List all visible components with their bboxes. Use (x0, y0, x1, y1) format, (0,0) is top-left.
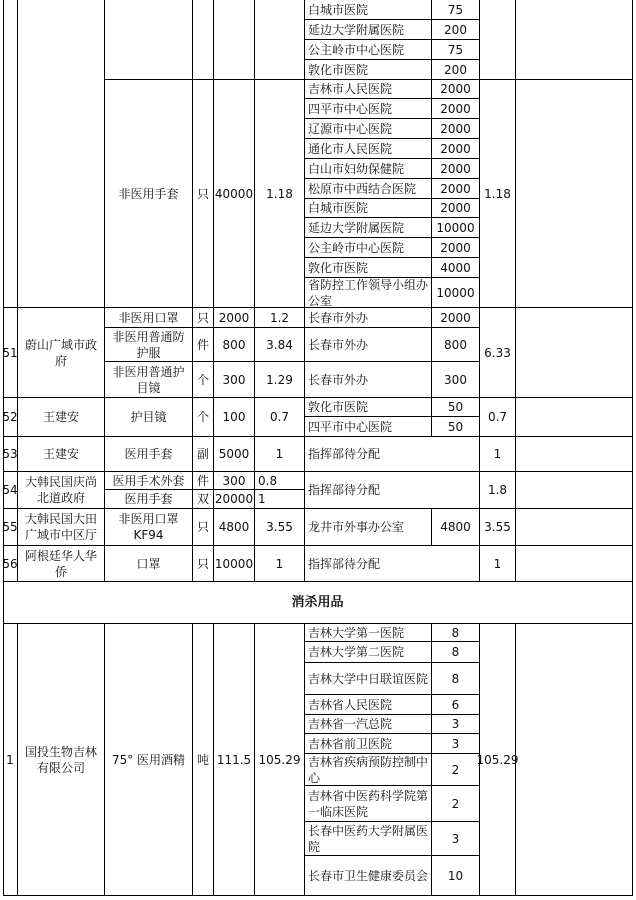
unit: 副 (193, 437, 214, 472)
recipient-name: 白城市医院 (305, 0, 432, 20)
recipient-qty: 2000 (432, 238, 480, 258)
recipient-name: 白山市妇幼保健院 (305, 159, 432, 179)
item-name: 非医用手套 (105, 80, 193, 308)
recipient-qty: 2000 (432, 80, 480, 99)
recipient-qty: 200 (432, 20, 480, 40)
recipient-qty: 4000 (432, 258, 480, 278)
item-name: 非医用口罩 (105, 308, 193, 328)
recipient-name: 四平市中心医院 (305, 99, 432, 119)
remark-cell-blank (516, 398, 633, 437)
row-index: 1 (3, 624, 18, 896)
row-index: 52 (3, 398, 18, 437)
recipient-name: 吉林市人民医院 (305, 80, 432, 99)
total: 1.18 (480, 80, 516, 308)
recipient-name: 长春市卫生健康委员会 (305, 856, 432, 896)
value: 3.55 (255, 509, 305, 546)
recipient-qty: 2000 (432, 119, 480, 139)
count: 800 (214, 328, 255, 362)
recipient-qty: 2000 (432, 179, 480, 199)
recipient-qty: 10 (432, 856, 480, 896)
recipient-name: 省防控工作领导小组办公室 (305, 278, 432, 308)
donor-name: 大韩民国庆尚北道政府 (18, 472, 105, 509)
total: 6.33 (480, 308, 516, 398)
recipient-qty: 200 (432, 60, 480, 80)
recipient-qty: 800 (432, 328, 480, 362)
count: 100 (214, 398, 255, 437)
recipient-name: 延边大学附属医院 (305, 20, 432, 40)
unit: 个 (193, 362, 214, 398)
recipient-name: 延边大学附属医院 (305, 218, 432, 238)
unit: 件 (193, 472, 214, 490)
recipient-qty: 75 (432, 0, 480, 20)
recipient-qty: 50 (432, 398, 480, 417)
unit: 件 (193, 328, 214, 362)
total: 1 (480, 546, 516, 582)
recipient-name: 白城市医院 (305, 199, 432, 218)
recipient-qty: 3 (432, 822, 480, 856)
row-index: 53 (3, 437, 18, 472)
count-cell-blank (214, 0, 255, 80)
recipient-name: 公主岭市中心医院 (305, 238, 432, 258)
item-name: 非医用口罩KF94 (105, 509, 193, 546)
value: 3.84 (255, 328, 305, 362)
remark-cell-blank (516, 0, 633, 80)
recipient-qty: 10000 (432, 278, 480, 308)
donor-name: 国投生物吉林有限公司 (18, 624, 105, 896)
recipient-name: 吉林省一汽总院 (305, 715, 432, 734)
count: 300 (214, 362, 255, 398)
value: 0.7 (255, 398, 305, 437)
recipient-qty: 2000 (432, 159, 480, 179)
item-name: 非医用普通防护服 (105, 328, 193, 362)
recipient-name: 辽源市中心医院 (305, 119, 432, 139)
recipient-name: 吉林省人民医院 (305, 695, 432, 715)
recipient-name: 松原市中西结合医院 (305, 179, 432, 199)
recipient-qty: 2000 (432, 139, 480, 159)
recipient-name: 长春市外办 (305, 308, 432, 328)
section-title: 消杀用品 (3, 582, 633, 624)
total: 1 (480, 437, 516, 472)
recipient-name: 指挥部待分配 (305, 546, 480, 582)
unit: 只 (193, 80, 214, 308)
value: 1.2 (255, 308, 305, 328)
value: 105.29 (255, 624, 305, 896)
row-index: 51 (3, 308, 18, 398)
count: 40000 (214, 80, 255, 308)
value: 1.18 (255, 80, 305, 308)
value: 1 (255, 437, 305, 472)
recipient-name: 指挥部待分配 (305, 472, 480, 509)
recipient-name: 敦化市医院 (305, 258, 432, 278)
recipient-qty: 75 (432, 40, 480, 60)
recipient-qty: 2000 (432, 99, 480, 119)
recipient-qty: 6 (432, 695, 480, 715)
recipient-qty: 2 (432, 786, 480, 822)
donor-cell-blank (18, 0, 105, 308)
total: 105.29 (480, 624, 516, 896)
count: 20000 (214, 490, 255, 509)
recipient-qty: 10000 (432, 218, 480, 238)
remark-cell-blank (516, 308, 633, 398)
recipient-qty: 8 (432, 642, 480, 663)
unit: 双 (193, 490, 214, 509)
recipient-qty: 3 (432, 734, 480, 754)
recipient-qty: 8 (432, 663, 480, 695)
recipient-name: 吉林省中医药科学院第一临床医院 (305, 786, 432, 822)
count: 4800 (214, 509, 255, 546)
item-name: 非医用普通护目镜 (105, 362, 193, 398)
value: 1 (255, 546, 305, 582)
recipient-qty: 2000 (432, 199, 480, 218)
unit: 吨 (193, 624, 214, 896)
item-cell-blank (105, 0, 193, 80)
donor-name: 大韩民国大田广域市中区厅 (18, 509, 105, 546)
remark-cell-blank (516, 624, 633, 896)
count: 111.5 (214, 624, 255, 896)
recipient-qty: 300 (432, 362, 480, 398)
remark-cell-blank (516, 437, 633, 472)
item-name: 医用手术外套 (105, 472, 193, 490)
recipient-name: 长春中医药大学附属医院 (305, 822, 432, 856)
recipient-name: 吉林省前卫医院 (305, 734, 432, 754)
donor-name: 蔚山广域市政府 (18, 308, 105, 398)
recipient-name: 长春市外办 (305, 362, 432, 398)
recipient-name: 通化市人民医院 (305, 139, 432, 159)
recipient-name: 指挥部待分配 (305, 437, 480, 472)
recipient-name: 公主岭市中心医院 (305, 40, 432, 60)
recipient-name: 龙井市外事办公室 (305, 509, 432, 546)
unit: 个 (193, 398, 214, 437)
donor-name: 王建安 (18, 398, 105, 437)
donor-name: 阿根廷华人华侨 (18, 546, 105, 582)
item-name: 护目镜 (105, 398, 193, 437)
unit-cell-blank (193, 0, 214, 80)
total: 0.7 (480, 398, 516, 437)
row-index: 54 (3, 472, 18, 509)
row-index: 56 (3, 546, 18, 582)
recipient-name: 吉林大学第二医院 (305, 642, 432, 663)
value: 1 (255, 490, 305, 509)
item-name: 医用手套 (105, 437, 193, 472)
remark-cell-blank (516, 546, 633, 582)
row-index: 55 (3, 509, 18, 546)
item-name: 口罩 (105, 546, 193, 582)
count: 2000 (214, 308, 255, 328)
recipient-qty: 2 (432, 754, 480, 786)
recipient-name: 四平市中心医院 (305, 417, 432, 437)
count: 5000 (214, 437, 255, 472)
recipient-qty: 3 (432, 715, 480, 734)
total: 1.8 (480, 472, 516, 509)
value: 0.8 (255, 472, 305, 490)
total-cell-blank (480, 0, 516, 80)
remark-cell-blank (516, 472, 633, 509)
remark-cell-blank (516, 509, 633, 546)
recipient-name: 长春市外办 (305, 328, 432, 362)
recipient-name: 吉林大学第一医院 (305, 624, 432, 642)
count: 300 (214, 472, 255, 490)
unit: 只 (193, 308, 214, 328)
item-name: 75° 医用酒精 (105, 624, 193, 896)
count: 10000 (214, 546, 255, 582)
price-cell-blank (255, 0, 305, 80)
recipient-qty: 4800 (432, 509, 480, 546)
recipient-name: 吉林大学中日联谊医院 (305, 663, 432, 695)
index-cell-blank (3, 0, 18, 308)
donor-name: 王建安 (18, 437, 105, 472)
recipient-name: 敦化市医院 (305, 60, 432, 80)
recipient-qty: 50 (432, 417, 480, 437)
item-name: 医用手套 (105, 490, 193, 509)
remark-cell-blank (516, 80, 633, 308)
unit: 只 (193, 509, 214, 546)
recipient-qty: 2000 (432, 308, 480, 328)
recipient-qty: 8 (432, 624, 480, 642)
value: 1.29 (255, 362, 305, 398)
unit: 只 (193, 546, 214, 582)
recipient-name: 敦化市医院 (305, 398, 432, 417)
recipient-name: 吉林省疾病预防控制中心 (305, 754, 432, 786)
total: 3.55 (480, 509, 516, 546)
